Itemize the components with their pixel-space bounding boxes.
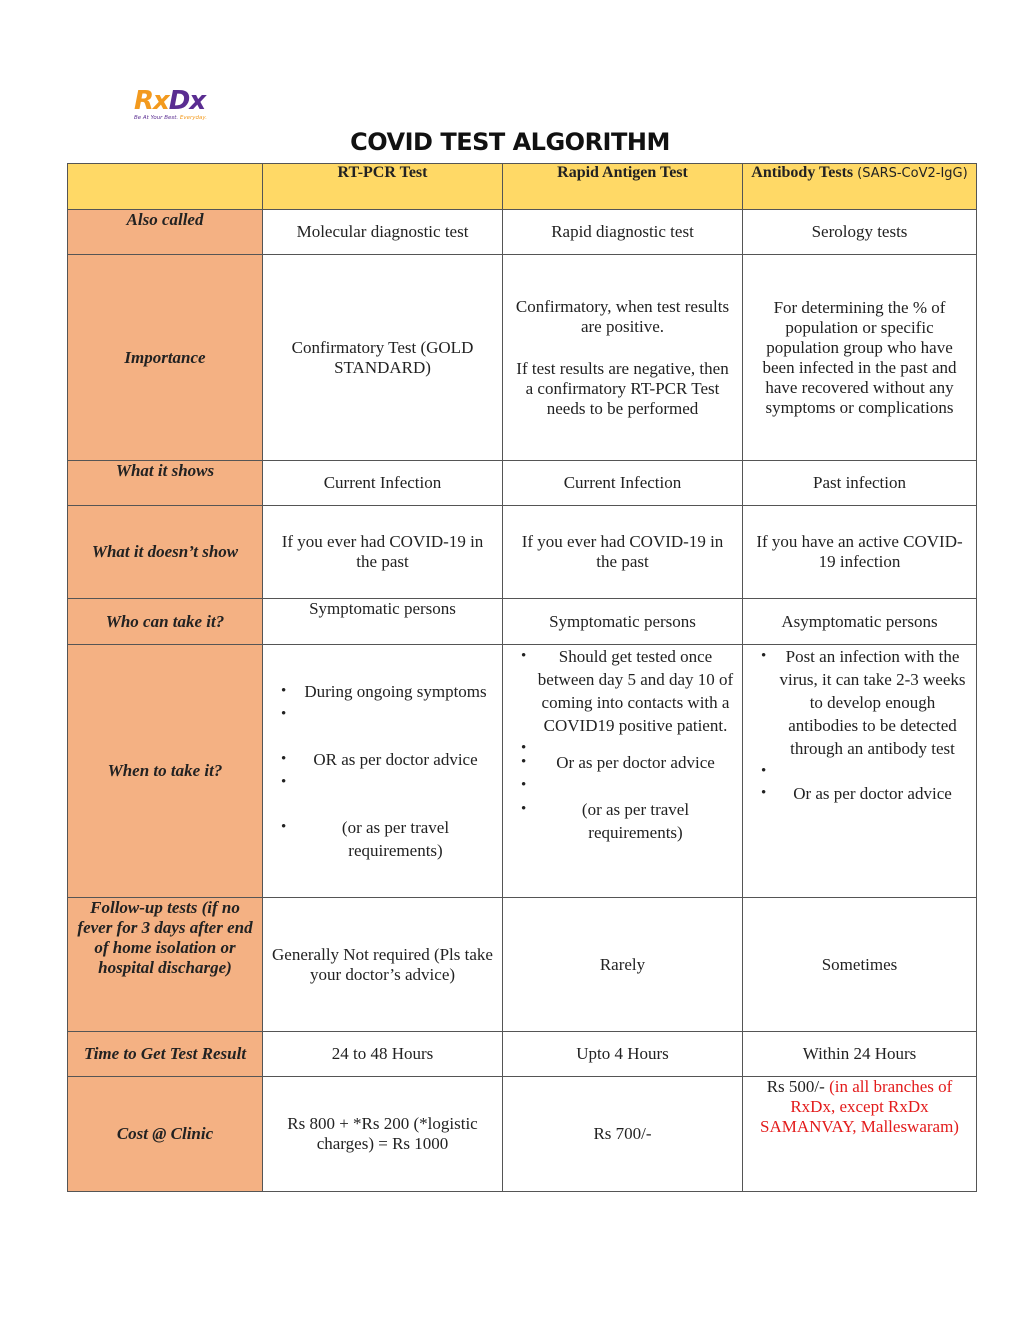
row-when xyxy=(68,645,977,898)
cell-when-rtpcr xyxy=(263,645,503,898)
row-label-also-called: Also called xyxy=(68,210,263,255)
row-label-followup: Follow-up tests (if no fever for 3 days after end of home isolation or hospital discharge) xyxy=(68,898,263,1032)
cell-cost-antibody xyxy=(743,1077,977,1192)
rxdx-logo xyxy=(134,88,224,124)
list-item: • Post an infection with the virus, it can take 2-3 weeks to develop enough antibodies to be detected through an antibody test xyxy=(755,645,968,760)
row-label-who: Who can take it? xyxy=(68,599,263,645)
header-row xyxy=(68,164,977,210)
cell-what-shows-rapid: Current Infection xyxy=(503,461,743,506)
cell-doesnt-show-rtpcr: If you ever had COVID-19 in the past xyxy=(263,506,503,599)
cell-also-called-rapid: Rapid diagnostic test xyxy=(503,210,743,255)
row-also-called xyxy=(68,210,977,255)
list-item: • During ongoing symptoms xyxy=(275,680,494,703)
list-item: • Should get tested once between day 5 and day 10 of coming into contacts with a COVID19 positive patient. xyxy=(515,645,734,737)
cell-followup-antibody: Sometimes xyxy=(743,898,977,1032)
cell-who-rapid: Symptomatic persons xyxy=(503,599,743,645)
header-rtpcr: RT-PCR Test xyxy=(263,164,503,210)
cell-cost-rapid: Rs 700/- xyxy=(503,1077,743,1192)
importance-rapid-negative: If test results are negative, then a confirmatory RT-PCR Test needs to be performed xyxy=(516,358,729,418)
cell-importance-antibody: For determining the % of population or specific population group who have been infected in the past and have recovered without any symptoms or complications xyxy=(743,255,977,461)
row-label-doesnt-show: What it doesn’t show xyxy=(68,506,263,599)
cell-what-shows-antibody: Past infection xyxy=(743,461,977,506)
cell-also-called-rtpcr: Molecular diagnostic test xyxy=(263,210,503,255)
row-followup xyxy=(68,898,977,1032)
row-label-time: Time to Get Test Result xyxy=(68,1032,263,1077)
list-item: • (or as per travel requirements) xyxy=(515,798,734,844)
importance-rapid-positive: Confirmatory, when test results are positive. xyxy=(515,296,730,336)
cell-time-rtpcr: 24 to 48 Hours xyxy=(263,1032,503,1077)
cell-importance-rtpcr: Confirmatory Test (GOLD STANDARD) xyxy=(263,255,503,461)
cell-what-shows-rtpcr: Current Infection xyxy=(263,461,503,506)
when-antibody-list xyxy=(751,645,968,805)
header-empty xyxy=(68,164,263,210)
list-item: • Or as per doctor advice xyxy=(755,782,968,805)
cell-cost-rtpcr: Rs 800 + *Rs 200 (*logistic charges) = Rs 1000 xyxy=(263,1077,503,1192)
row-who xyxy=(68,599,977,645)
cost-antibody-note: (in all branches of RxDx, except RxDx SAMANVAY, Malleswaram) xyxy=(760,1077,959,1136)
header-rapid: Rapid Antigen Test xyxy=(503,164,743,210)
cell-doesnt-show-antibody: If you have an active COVID-19 infection xyxy=(743,506,977,599)
cell-importance-rapid xyxy=(503,255,743,461)
row-time xyxy=(68,1032,977,1077)
logo-rx: Rx xyxy=(134,86,169,116)
list-item: • OR as per doctor advice xyxy=(275,748,494,771)
cell-when-rapid xyxy=(503,645,743,898)
cell-followup-rtpcr: Generally Not required (Pls take your doctor’s advice) xyxy=(263,898,503,1032)
row-label-when: When to take it? xyxy=(68,645,263,898)
logo-tagline: Be At Your Best. Everyday. xyxy=(134,115,207,121)
cell-time-rapid: Upto 4 Hours xyxy=(503,1032,743,1077)
cell-when-antibody xyxy=(743,645,977,898)
cell-who-antibody: Asymptomatic persons xyxy=(743,599,977,645)
row-label-cost: Cost @ Clinic xyxy=(68,1077,263,1192)
cell-followup-rapid: Rarely xyxy=(503,898,743,1032)
when-rapid-list xyxy=(511,645,734,844)
page-title: COVID TEST ALGORITHM xyxy=(350,128,670,156)
cell-who-rtpcr: Symptomatic persons xyxy=(263,599,503,645)
row-what-shows xyxy=(68,461,977,506)
when-rtpcr-list xyxy=(271,680,494,862)
list-item: • Or as per doctor advice xyxy=(515,751,734,774)
row-doesnt-show xyxy=(68,506,977,599)
header-antibody: Antibody Tests (SARS-CoV2-IgG) xyxy=(743,164,977,210)
row-cost xyxy=(68,1077,977,1192)
list-item: • (or as per travel requirements) xyxy=(275,816,494,862)
row-importance xyxy=(68,255,977,461)
row-label-importance: Importance xyxy=(68,255,263,461)
header-antibody-sub: (SARS-CoV2-IgG) xyxy=(857,166,968,181)
cost-antibody-price: Rs 500/- xyxy=(766,1077,825,1096)
logo-dx: Dx xyxy=(168,86,206,116)
covid-test-table xyxy=(67,163,977,1192)
cell-time-antibody: Within 24 Hours xyxy=(743,1032,977,1077)
cell-also-called-antibody: Serology tests xyxy=(743,210,977,255)
row-label-what-shows: What it shows xyxy=(68,461,263,506)
cell-doesnt-show-rapid: If you ever had COVID-19 in the past xyxy=(503,506,743,599)
